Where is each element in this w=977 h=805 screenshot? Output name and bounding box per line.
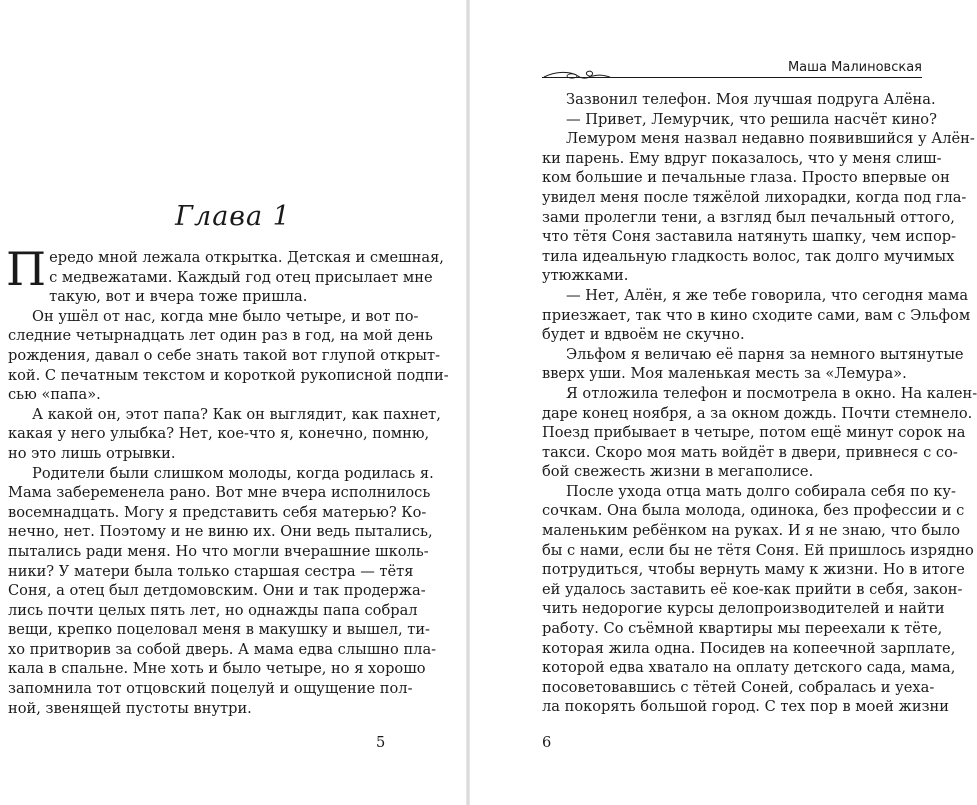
text-line: Поезд прибывает в четыре, потом ещё минут сорок на (542, 424, 966, 442)
page-number-left: 5 (376, 734, 386, 751)
text-line: вверх уши. Моя маленькая месть за «Лемура». (542, 365, 907, 383)
text-line: с медвежатами. Каждый год отец присылает мне (49, 268, 433, 286)
text-line: увидел меня после тяжёлой лихорадки, когда под гла- (542, 188, 967, 206)
text-line: будет и вдвоём не скучно. (542, 326, 745, 344)
dropcap-paragraph (6, 242, 444, 296)
text-line: что тётя Соня заставила натянуть шапку, чем испор- (542, 228, 957, 246)
text-line: запомнила тот отцовский поцелуй и ощущение пол- (8, 680, 413, 698)
text-line: работу. Со съёмной квартиры мы переехали к тёте, (542, 620, 943, 638)
left-page-lines (8, 287, 449, 718)
text-line: тила идеальную гладкость волос, так долго мучимых (542, 247, 955, 265)
running-header (542, 60, 922, 84)
text-line: ередо мной лежала открытка. Детская и смешная, (49, 249, 444, 266)
text-line: такую, вот и вчера тоже пришла. (49, 288, 308, 306)
text-line: даре конец ноября, а за окном дождь. Почти стемнело. (542, 404, 973, 422)
text-line: маленьким ребёнком на руках. И я не знаю, что было (542, 522, 961, 540)
text-line: После ухода отца мать долго собирала себя по ку- (566, 482, 956, 500)
text-line: кой. С печатным текстом и короткой рукописной подпи- (8, 366, 449, 384)
flourish-ornament-icon (542, 68, 612, 82)
header-rule (542, 77, 922, 78)
text-line: пытались ради меня. Но что могли вчерашние школь- (8, 542, 429, 560)
text-line: посоветовавшись с тётей Соней, собралась и уеха- (542, 678, 935, 696)
text-line: ком большие и печальные глаза. Просто впервые он (542, 169, 950, 187)
text-line: ей удалось заставить её кое-как прийти в себя, закон- (542, 580, 963, 598)
text-line: Родители были слишком молоды, когда родилась я. (32, 464, 434, 482)
text-line: Эльфом я величаю её парня за немного вытянутые (566, 345, 964, 363)
text-line: — Нет, Алён, я же тебе говорила, что сегодня мама (566, 286, 969, 304)
text-line: потрудиться, чтобы вернуть маму к жизни. Но в итоге (542, 561, 965, 579)
text-line: хо притворив за собой дверь. А мама едва слышно пла- (8, 640, 437, 658)
text-line: которая жила одна. Посидев на копеечной зарплате, (542, 639, 956, 657)
text-line: ла покорять большой город. С тех пор в моей жизни (542, 698, 950, 716)
text-line: сью «папа». (8, 386, 101, 404)
text-line: — Привет, Лемурчик, что решила насчёт кино? (566, 110, 937, 128)
text-line: Мама забеременела рано. Вот мне вчера исполнилось (8, 484, 431, 502)
text-line: сочкам. Она была молода, одинока, без профессии и с (542, 502, 965, 520)
right-page-text (542, 90, 977, 717)
text-line: нечно, нет. Поэтому и не виню их. Они ведь пытались, (8, 523, 433, 541)
text-line: следние четырнадцать лет один раз в год, на мой день (8, 327, 433, 345)
dropcap-letter: П (6, 242, 47, 296)
text-line: но это лишь отрывки. (8, 444, 176, 462)
text-line: такси. Скоро моя мать войдёт в двери, привнеся с со- (542, 443, 958, 461)
header-author: Маша Малиновская (787, 60, 922, 75)
text-line: приезжает, так что в кино сходите сами, вам с Эльфом (542, 306, 971, 324)
text-line: бой свежесть жизни в мегаполисе. (542, 463, 814, 481)
text-line: Зазвонил телефон. Моя лучшая подруга Алёна. (566, 91, 936, 108)
page-number-right: 6 (542, 734, 552, 751)
text-line: Соня, а отец был детдомовским. Они и так продержа- (8, 582, 426, 600)
left-page-text (6, 242, 449, 718)
right-page-lines (542, 90, 977, 717)
text-line: вещи, крепко поцеловал меня в макушку и вышел, ти- (8, 621, 430, 639)
right-page (470, 0, 977, 805)
text-line: лись почти целых пять лет, но однажды папа собрал (8, 601, 418, 619)
text-line: А какой он, этот папа? Как он выглядит, как пахнет, (32, 405, 441, 423)
text-line: зами пролегли тени, а взгляд был печальный оттого, (542, 208, 955, 226)
text-line: которой едва хватало на оплату детского сада, мама, (542, 659, 956, 677)
text-line: бы с нами, если бы не тётя Соня. Ей пришлось изрядно (542, 541, 974, 559)
text-line: чить недорогие курсы делопроизводителей и найти (542, 600, 945, 618)
text-line: ники? У матери была только старшая сестра — тётя (8, 562, 414, 580)
text-line: рождения, давал о себе знать такой вот глупой открыт- (8, 346, 441, 364)
text-line: ки парень. Ему вдруг показалось, что у меня слиш- (542, 149, 942, 167)
text-line: Лемуром меня назвал недавно появившийся у Алён- (566, 130, 975, 148)
text-line: какая у него улыбка? Нет, кое-что я, конечно, помню, (8, 425, 430, 443)
text-line: восемнадцать. Могу я представить себя матерью? Ко- (8, 503, 427, 521)
text-line: кала в спальне. Мне хоть и было четыре, но я хорошо (8, 660, 426, 678)
left-page (0, 0, 466, 805)
text-line: Я отложила телефон и посмотрела в окно. На кален- (566, 384, 977, 402)
text-line: Он ушёл от нас, когда мне было четыре, и вот по- (32, 307, 419, 325)
chapter-title: Глава 1 (175, 201, 291, 232)
text-line: утюжками. (542, 267, 629, 285)
text-line: ной, звенящей пустоты внутри. (8, 699, 252, 717)
